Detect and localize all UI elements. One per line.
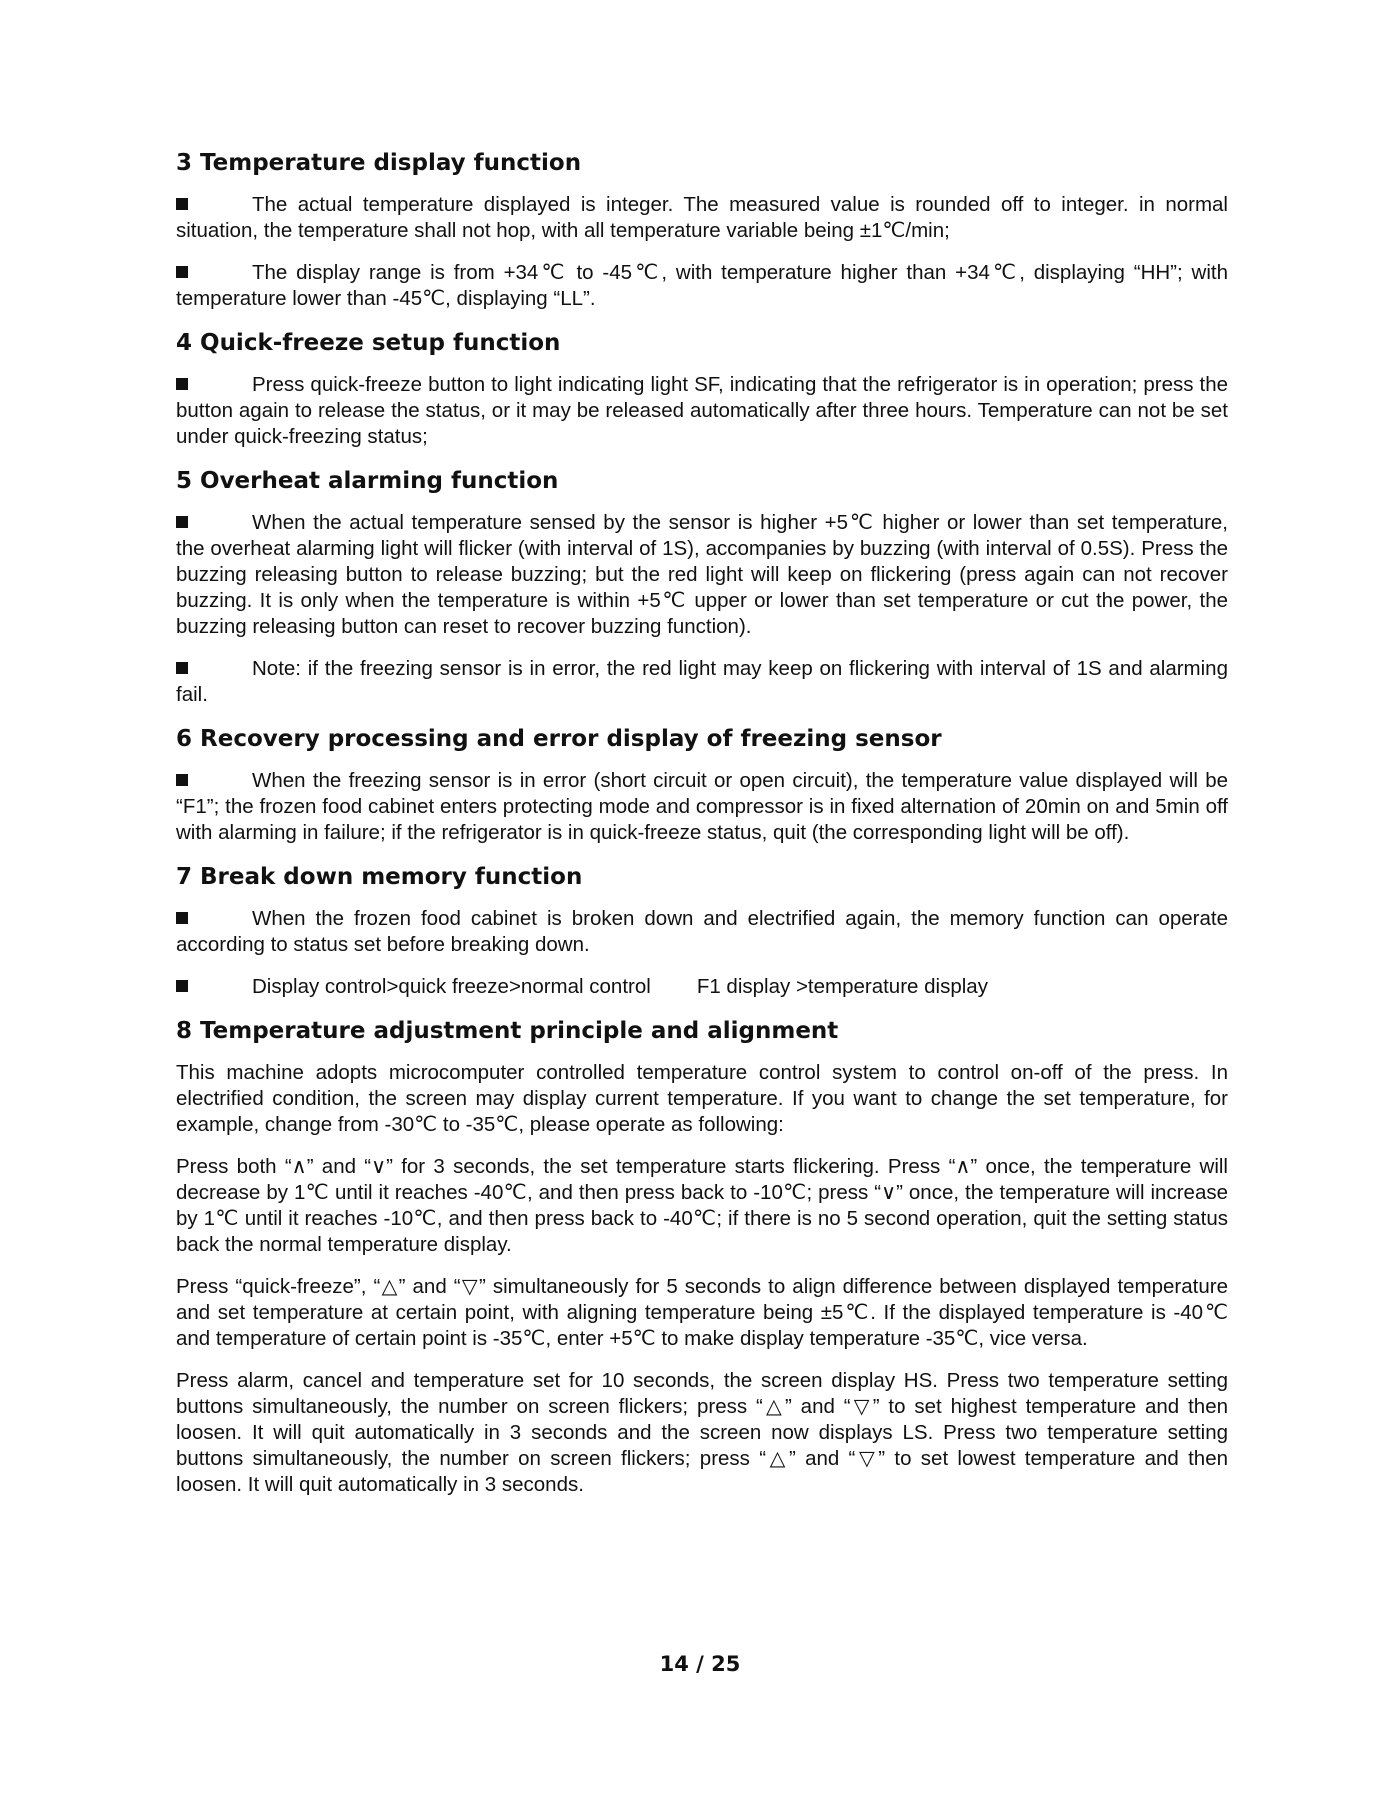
paragraph-text: The actual temperature displayed is integer. The measured value is rounded off to integer. in normal situation, the temperature shall not hop, with all temperature variable being ±1℃/min; xyxy=(176,193,1228,242)
section-break-down-memory xyxy=(176,862,1228,1000)
paragraph-text: When the freezing sensor is in error (short circuit or open circuit), the temperature value displayed will be “F1”; the frozen food cabinet enters protecting mode and compressor is in fixed alternation of 20min on and 5min off with alarming in failure; if the refrigerator is in quick-freeze status, quit (the corresponding light will be off). xyxy=(176,769,1228,844)
document-page xyxy=(176,148,1228,1514)
section-heading: 6 Recovery processing and error display of freezing sensor xyxy=(176,726,942,752)
bullet-paragraph xyxy=(176,768,1228,846)
paragraph-text: This machine adopts microcomputer controlled temperature control system to control on-off of the press. In electrified condition, the screen may display current temperature. If you want to change the set temperature, for example, change from -30℃ to -35℃, please operate as following: xyxy=(176,1061,1228,1136)
square-bullet-icon xyxy=(176,980,188,992)
section-temperature-display xyxy=(176,148,1228,312)
section-heading: 8 Temperature adjustment principle and alignment xyxy=(176,1018,839,1044)
section-heading: 5 Overheat alarming function xyxy=(176,468,559,494)
section-temperature-adjustment xyxy=(176,1016,1228,1498)
square-bullet-icon xyxy=(176,774,188,786)
paragraph-text: Press both “∧” and “∨” for 3 seconds, the set temperature starts flickering. Press “∧” once, the temperature will decrease by 1℃ until it reaches -40℃, and then press back to -10℃; press “∨” once, the temperature will increase by 1℃ until it reaches -10℃, and then press back to -40℃; if there is no 5 second operation, quit the setting status back the normal temperature display. xyxy=(176,1155,1228,1256)
bullet-paragraph xyxy=(176,906,1228,958)
priority-text: Display control>quick freeze>normal control xyxy=(252,975,651,998)
paragraph-text: When the actual temperature sensed by the sensor is higher +5℃ higher or lower than set temperature, the overheat alarming light will flicker (with interval of 1S), accompanies by buzzing (with interval of 0.5S). Press the buzzing releasing button to release buzzing; but the red light will keep on flickering (press again can not recover buzzing. It is only when the temperature is within +5℃ upper or lower than set temperature or cut the power, the buzzing releasing button can reset to recover buzzing function). xyxy=(176,511,1228,638)
square-bullet-icon xyxy=(176,516,188,528)
bullet-paragraph xyxy=(176,260,1228,312)
square-bullet-icon xyxy=(176,198,188,210)
section-overheat-alarming xyxy=(176,466,1228,708)
square-bullet-icon xyxy=(176,912,188,924)
square-bullet-icon xyxy=(176,266,188,278)
section-heading: 3 Temperature display function xyxy=(176,150,582,176)
priority-text-secondary: F1 display >temperature display xyxy=(696,975,988,998)
paragraph-text: Press quick-freeze button to light indicating light SF, indicating that the refrigerator is in operation; press the button again to release the status, or it may be released automatically after three hours. Temperature can not be set under quick-freezing status; xyxy=(176,373,1228,448)
section-heading: 4 Quick-freeze setup function xyxy=(176,330,561,356)
section-quick-freeze xyxy=(176,328,1228,450)
bullet-paragraph xyxy=(176,510,1228,640)
bullet-paragraph xyxy=(176,192,1228,244)
paragraph-text: The display range is from +34℃ to -45℃, with temperature higher than +34℃, displaying “HH”; with temperature lower than -45℃, displaying “LL”. xyxy=(176,261,1228,310)
section-sensor-recovery xyxy=(176,724,1228,846)
paragraph-text: When the frozen food cabinet is broken down and electrified again, the memory function can operate according to status set before breaking down. xyxy=(176,907,1228,956)
paragraph-text: Press “quick-freeze”, “△” and “▽” simultaneously for 5 seconds to align difference between displayed temperature and set temperature at certain point, with aligning temperature being ±5℃. If the displayed temperature is -40℃ and temperature of certain point is -35℃, enter +5℃ to make display temperature -35℃, vice versa. xyxy=(176,1275,1228,1350)
page-number: 14 / 25 xyxy=(659,1652,741,1676)
bullet-paragraph xyxy=(176,974,1228,1000)
bullet-paragraph xyxy=(176,372,1228,450)
paragraph-text: Note: if the freezing sensor is in error, the red light may keep on flickering with interval of 1S and alarming fail. xyxy=(176,657,1228,706)
section-heading: 7 Break down memory function xyxy=(176,864,583,890)
paragraph-text: Press alarm, cancel and temperature set for 10 seconds, the screen display HS. Press two temperature setting buttons simultaneously, the number on screen flickers; press “△” and “▽” to set highest temperature and then loosen. It will quit automatically in 3 seconds and the screen now displays LS. Press two temperature setting buttons simultaneously, the number on screen flickers; press “△” and “▽” to set lowest temperature and then loosen. It will quit automatically in 3 seconds. xyxy=(176,1369,1228,1496)
square-bullet-icon xyxy=(176,378,188,390)
bullet-paragraph xyxy=(176,656,1228,708)
square-bullet-icon xyxy=(176,662,188,674)
